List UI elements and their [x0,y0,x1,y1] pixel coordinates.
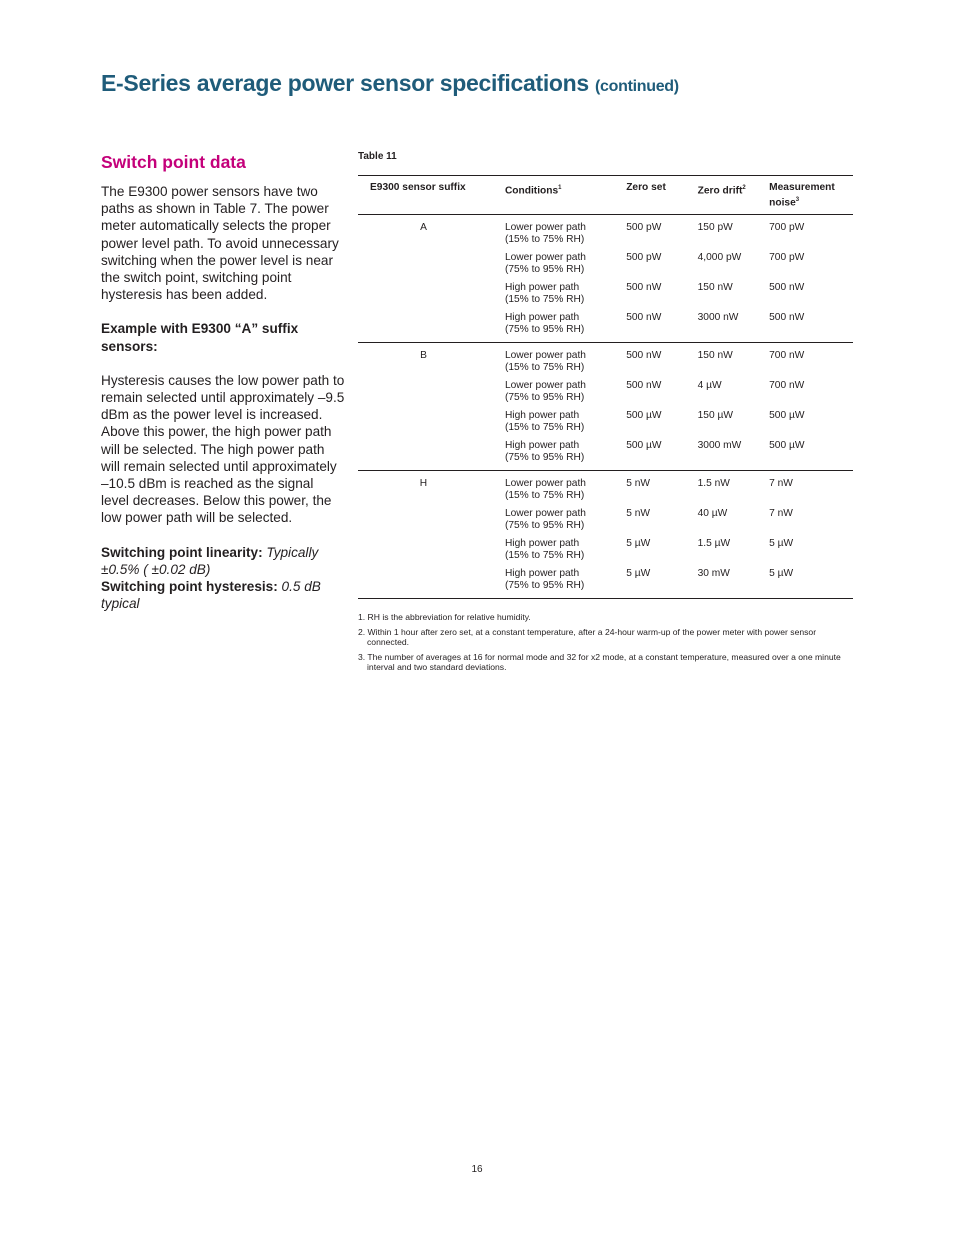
table-row [358,404,853,434]
condition-humidity: (15% to 75% RH) [504,234,585,246]
zero-set-cell: 500 pW [626,222,662,234]
table-row [358,434,853,471]
condition-path: Lower power path [504,252,586,264]
condition-path: Lower power path [504,380,586,392]
noise-cell: 7 nW [769,471,853,503]
condition-humidity: (75% to 95% RH) [504,452,585,464]
conditions-cell [493,471,626,503]
table-body [358,215,853,599]
zero-drift-cell: 150 pW [697,222,733,234]
title-main: E-Series average power sensor specifications [101,70,589,96]
zero-drift-cell: 4,000 pW [697,252,742,264]
title-continued: (continued) [595,78,679,95]
sensor-suffix-cell [358,246,493,276]
zero-set-cell: 500 nW [626,380,662,392]
condition-path: High power path [504,312,580,324]
condition-humidity: (15% to 75% RH) [504,550,585,562]
zero-set-cell: 5 nW [626,471,697,503]
footnotes [358,612,846,677]
zero-drift-cell: 1.5 nW [698,471,769,503]
sensor-suffix-cell [358,562,493,599]
condition-humidity: (75% to 95% RH) [504,580,585,592]
condition-path: Lower power path [504,478,586,490]
noise-cell: 7 nW [769,508,793,520]
zero-set-cell: 500 µW [626,440,662,452]
zero-drift-cell: 1.5 µW [697,538,731,550]
table-row [358,215,853,247]
sensor-suffix-cell: B [358,343,493,375]
conditions-cell [493,374,626,404]
sensor-suffix-cell [358,374,493,404]
noise-cell: 500 µW [769,440,805,452]
table-row [358,276,853,306]
table-row [358,343,853,375]
sensor-suffix-cell: H [358,471,493,503]
zero-drift-cell: 150 nW [697,282,733,294]
page-number: 16 [471,1164,483,1175]
page-title [101,70,679,97]
zero-set-cell: 500 pW [626,252,662,264]
sensor-suffix-cell [358,276,493,306]
noise-cell: 500 µW [769,410,805,422]
zero-drift-cell: 150 nW [698,343,769,375]
table-row [358,306,853,343]
table-row [358,374,853,404]
conditions-cell [493,562,626,599]
condition-humidity: (15% to 75% RH) [504,362,585,374]
table-row [358,246,853,276]
conditions-cell [493,502,626,532]
condition-path: High power path [504,538,580,550]
condition-path: Lower power path [504,350,586,362]
spec-table [358,175,853,599]
zero-drift-cell: 3000 mW [697,440,742,452]
noise-cell: 700 pW [769,252,805,264]
zero-set-cell: 5 µW [626,538,651,550]
table-caption: Table 11 [358,151,397,162]
sensor-suffix-cell [358,532,493,562]
zero-drift-cell: 3000 nW [697,312,739,324]
header-suffix: E9300 sensor suffix [358,176,493,215]
condition-path: High power path [504,568,580,580]
switch-point-section [101,150,345,612]
zero-set-cell: 500 nW [626,282,662,294]
conditions-cell [493,215,626,247]
linearity-label: Switching point linearity: [101,544,263,560]
conditions-cell [493,532,626,562]
hysteresis-spec [101,578,345,612]
condition-path: High power path [504,282,580,294]
zero-drift-cell: 40 µW [697,508,728,520]
conditions-cell [493,276,626,306]
zero-drift-cell: 4 µW [697,380,722,392]
header-conditions: Conditions$^1$ [493,176,626,215]
table-row [358,502,853,532]
zero-set-cell: 500 µW [626,410,662,422]
section-heading: Switch point data [101,152,246,172]
header-zero-set: Zero set [626,176,697,215]
condition-path: Lower power path [504,222,586,234]
condition-humidity: (75% to 95% RH) [504,392,585,404]
conditions-cell [493,343,626,375]
table-row [358,532,853,562]
condition-path: High power path [504,410,580,422]
condition-path: Lower power path [504,508,586,520]
footnote: 1. RH is the abbreviation for relative humidity. [358,612,531,622]
zero-set-cell: 500 nW [626,343,697,375]
sensor-suffix-cell [358,434,493,471]
noise-cell: 700 nW [769,380,805,392]
conditions-cell [493,434,626,471]
condition-humidity: (75% to 95% RH) [504,324,585,336]
zero-drift-cell: 150 µW [697,410,733,422]
intro-paragraph: The E9300 power sensors have two paths as shown in Table 7. The power meter automatically selects the proper power level path. To avoid unnecessary switching when the power level is near the switch point, switching point hysteresis has been added. [101,184,339,303]
zero-set-cell: 5 nW [626,508,650,520]
noise-cell: 700 pW [769,222,805,234]
noise-cell: 700 nW [769,343,853,375]
condition-path: High power path [504,440,580,452]
table-row [358,471,853,503]
sensor-suffix-cell [358,306,493,343]
sensor-suffix-cell: A [420,222,427,234]
table-header-row [358,176,853,215]
sensor-suffix-cell [358,502,493,532]
header-zero-drift: Zero drift$^2$ [698,176,769,215]
hysteresis-paragraph: Hysteresis causes the low power path to remain selected until approximately –9.5 dBm as the power level is increased. Above this power, the high power path will be selected. The high power path will remain selected until approximately –10.5 dBm is reached as the signal level decreases. Below this power, the low power path will be selected. [101,372,345,526]
table-row [358,562,853,599]
hysteresis-value: 0.5 dB typical [101,579,321,612]
conditions-cell [493,404,626,434]
footnote: 2. Within 1 hour after zero set, at a constant temperature, after a 24-hour warm-up of the power meter with power sensor connected. [358,627,817,647]
noise-cell: 5 µW [769,538,794,550]
zero-set-cell: 5 µW [626,568,651,580]
sensor-suffix-cell [358,404,493,434]
linearity-spec [101,544,345,578]
zero-drift-cell: 30 mW [697,568,730,580]
noise-cell: 500 nW [769,282,805,294]
zero-set-cell: 500 nW [626,312,662,324]
noise-cell: 5 µW [769,568,794,580]
condition-humidity: (15% to 75% RH) [504,294,585,306]
condition-humidity: (75% to 95% RH) [504,520,585,532]
condition-humidity: (15% to 75% RH) [504,422,585,434]
conditions-cell [493,306,626,343]
example-heading: Example with E9300 “A” suffix sensors: [101,321,299,354]
header-measurement-noise: Measurement noise$^3$ [769,176,853,215]
noise-cell: 500 nW [769,312,805,324]
conditions-cell [493,246,626,276]
hysteresis-label: Switching point hysteresis: [101,579,278,595]
linearity-value: Typically ±0.5% ( ±0.02 dB) [101,544,319,577]
footnote: 3. The number of averages at 16 for normal mode and 32 for x2 mode, at a constant temperature, measured over a one minute interval and two standard deviations. [358,652,841,672]
condition-humidity: (75% to 95% RH) [504,264,585,276]
condition-humidity: (15% to 75% RH) [504,490,585,502]
